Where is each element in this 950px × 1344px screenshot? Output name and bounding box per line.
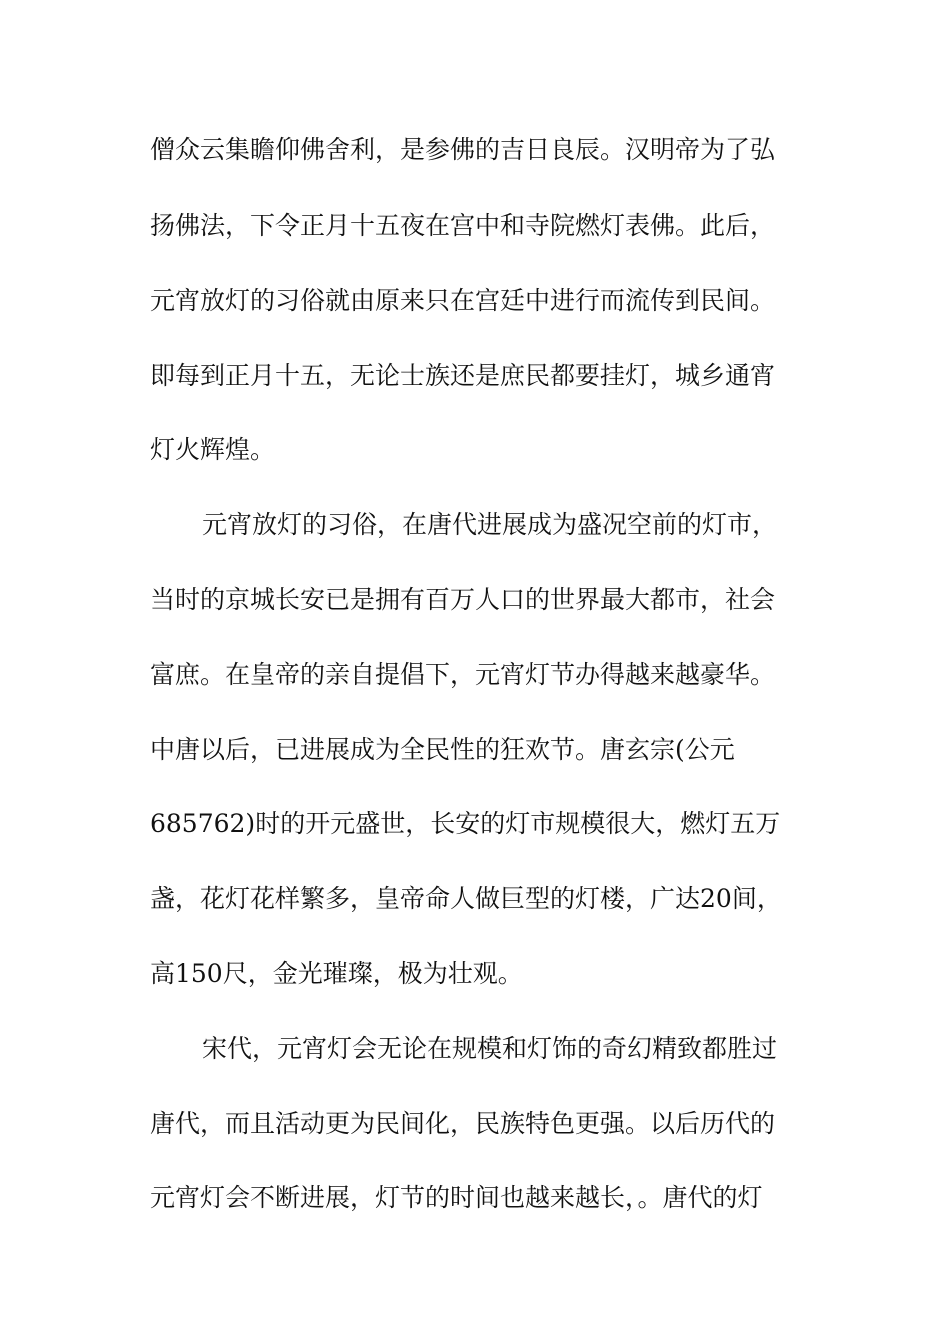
text-line: 僧众云集瞻仰佛舍利，是参佛的吉日良辰。汉明帝为了弘 xyxy=(150,135,776,164)
text-line: 中唐以后，已进展成为全民性的狂欢节。唐玄宗(公元 xyxy=(150,735,735,764)
text-line: 元宵灯会不断进展，灯节的时间也越来越长，。唐代的灯 xyxy=(150,1183,763,1212)
paragraph-first-line: 元宵放灯的习俗，在唐代进展成为盛况空前的灯市， xyxy=(202,510,778,539)
text-line: 唐代，而且活动更为民间化，民族特色更强。以后历代的 xyxy=(150,1109,776,1138)
text-line: 盏，花灯花样繁多，皇帝命人做巨型的灯楼，广达20间， xyxy=(150,884,782,913)
text-line: 扬佛法，下令正月十五夜在宫中和寺院燃灯表佛。此后， xyxy=(150,211,776,240)
text-line: 685762)时的开元盛世，长安的灯市规模很大，燃灯五万 xyxy=(150,809,781,838)
text-line: 元宵放灯的习俗就由原来只在宫廷中进行而流传到民间。 xyxy=(150,286,776,315)
text-line: 灯火辉煌。 xyxy=(150,435,276,464)
text-line: 当时的京城长安已是拥有百万人口的世界最大都市，社会 xyxy=(150,585,776,614)
paragraph-first-line: 宋代，元宵灯会无论在规模和灯饰的奇幻精致都胜过 xyxy=(202,1034,778,1063)
text-line: 高150尺，金光璀璨，极为壮观。 xyxy=(150,959,523,988)
text-line: 即每到正月十五，无论士族还是庶民都要挂灯，城乡通宵 xyxy=(150,361,776,390)
text-line: 富庶。在皇帝的亲自提倡下，元宵灯节办得越来越豪华。 xyxy=(150,660,776,689)
